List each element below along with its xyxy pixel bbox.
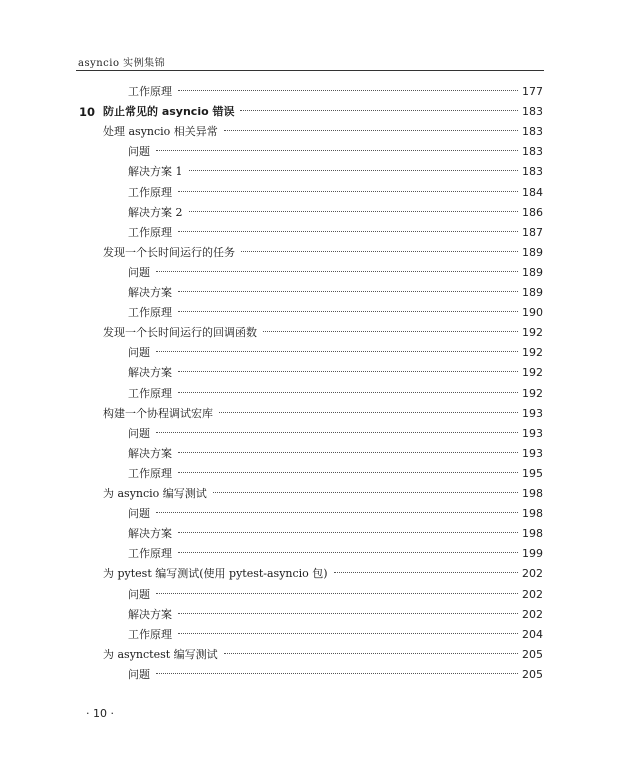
toc-entry [128, 263, 543, 283]
toc-subsection-row [0, 524, 620, 544]
toc-entry-title: 工作原理 [128, 627, 172, 641]
dot-leader [178, 613, 518, 614]
dot-leader [178, 191, 518, 192]
toc-subsection-row [0, 363, 620, 383]
dot-leader [178, 472, 518, 473]
page-number: · 10 · [86, 707, 114, 720]
dot-leader [219, 412, 518, 413]
chapter-number: 10 [79, 105, 96, 120]
toc-entry-title: 问题 [128, 667, 150, 681]
toc-entry [128, 343, 543, 363]
toc-entry [128, 464, 543, 484]
toc-entry-title: 构建一个协程调试宏库 [103, 406, 213, 420]
dot-leader [178, 532, 518, 533]
toc-entry-page: 187 [522, 225, 543, 239]
toc-entry-title: 解决方案 [128, 366, 172, 380]
toc-entry [128, 384, 543, 404]
dot-leader [156, 271, 518, 272]
dot-leader [213, 492, 518, 493]
toc-entry [128, 283, 543, 303]
toc-subsection-row [0, 544, 620, 564]
toc-entry [103, 645, 543, 665]
dot-leader [240, 110, 518, 111]
dot-leader [156, 351, 518, 352]
toc-entry [103, 564, 543, 584]
toc-entry [128, 223, 543, 243]
toc-entry [128, 665, 543, 685]
toc-entry-title: 工作原理 [128, 306, 172, 320]
toc-entry-page: 189 [522, 286, 543, 299]
dot-leader [241, 251, 518, 252]
toc-entry [128, 203, 543, 223]
toc-entry [128, 524, 543, 544]
dot-leader [178, 552, 518, 553]
toc-entry-page: 184 [522, 185, 543, 199]
toc-entry [128, 444, 543, 464]
toc-entry-page: 198 [522, 507, 543, 521]
toc-subsection-row [0, 625, 620, 645]
toc-entry-title: 解决方案 1 [128, 165, 183, 179]
toc-entry [103, 243, 543, 263]
toc-entry-title: 问题 [128, 265, 150, 279]
toc-entry-page: 177 [522, 85, 543, 98]
toc-chapter-row [0, 102, 620, 122]
toc-section-row [0, 404, 620, 424]
header-rule [76, 70, 544, 71]
toc-entry-page: 189 [522, 265, 543, 279]
toc-section-row [0, 323, 620, 343]
toc-subsection-row [0, 504, 620, 524]
toc-entry [128, 625, 543, 645]
toc-entry-page: 205 [522, 647, 543, 661]
toc-section-row [0, 564, 620, 584]
toc-entry-title: 解决方案 [128, 607, 172, 621]
toc-entry-page: 183 [522, 125, 543, 139]
toc-entry-title: 发现一个长时间运行的任务 [103, 245, 235, 259]
toc-entry-page: 186 [522, 205, 543, 219]
toc-subsection-row [0, 464, 620, 484]
toc-entry-title: 为 asynctest 编写测试 [103, 647, 218, 661]
dot-leader [178, 392, 518, 393]
running-header: asyncio 实例集锦 [78, 58, 166, 69]
toc-entry [128, 605, 543, 625]
toc-entry-page: 189 [522, 245, 543, 259]
toc-entry-page: 192 [522, 366, 543, 380]
toc-entry-title: 工作原理 [128, 386, 172, 400]
toc-entry-page: 192 [522, 326, 543, 340]
toc-entry-page: 183 [522, 105, 543, 119]
toc-entry-page: 202 [522, 587, 543, 601]
toc-entry-title: 为 pytest 编写测试(使用 pytest-asyncio 包) [103, 567, 328, 581]
dot-leader [178, 291, 518, 292]
toc-entry-title: 发现一个长时间运行的回调函数 [103, 326, 257, 340]
toc-entry-page: 199 [522, 547, 543, 561]
toc-entry-title: 解决方案 2 [128, 205, 183, 219]
toc-entry-title: 问题 [128, 507, 150, 521]
toc-section-row [0, 484, 620, 504]
dot-leader [156, 673, 518, 674]
toc-subsection-row [0, 283, 620, 303]
toc-entry-title: 工作原理 [128, 225, 172, 239]
toc-subsection-row [0, 605, 620, 625]
toc-entry-page: 202 [522, 567, 543, 581]
dot-leader [334, 572, 518, 573]
toc-entry-page: 190 [522, 306, 543, 320]
toc-entry-title: 问题 [128, 426, 150, 440]
toc-entry [128, 183, 543, 203]
toc-entry [128, 303, 543, 323]
toc-subsection-row [0, 665, 620, 685]
toc-entry-title: 问题 [128, 587, 150, 601]
toc-entry-page: 193 [522, 446, 543, 460]
toc-entry-title: 解决方案 [128, 527, 172, 541]
toc-subsection-row [0, 82, 620, 102]
toc-entry [128, 504, 543, 524]
toc-entry-title: 工作原理 [128, 185, 172, 199]
dot-leader [178, 311, 518, 312]
dot-leader [189, 211, 519, 212]
toc-subsection-row [0, 183, 620, 203]
toc-entry-title: 解决方案 [128, 286, 172, 299]
toc-entry-title: 处理 asyncio 相关异常 [103, 125, 218, 139]
dot-leader [224, 130, 518, 131]
toc-entry [103, 102, 543, 122]
dot-leader [224, 653, 518, 654]
toc-entry-page: 193 [522, 406, 543, 420]
toc-entry-page: 193 [522, 426, 543, 440]
toc-entry-title: 解决方案 [128, 446, 172, 460]
toc-entry [128, 544, 543, 564]
toc-entry-page: 204 [522, 627, 543, 641]
toc-entry-page: 183 [522, 145, 543, 159]
toc-subsection-row [0, 223, 620, 243]
toc-entry [128, 363, 543, 383]
toc-subsection-row [0, 444, 620, 464]
toc-entry [103, 404, 543, 424]
toc-subsection-row [0, 263, 620, 283]
toc-subsection-row [0, 142, 620, 162]
toc-entry-page: 198 [522, 487, 543, 500]
dot-leader [178, 452, 518, 453]
toc-subsection-row [0, 424, 620, 444]
toc-entry [128, 162, 543, 182]
toc-entry-page: 183 [522, 165, 543, 179]
toc-entry-title: 工作原理 [128, 466, 172, 480]
toc-section-row [0, 122, 620, 142]
toc-entry-page: 192 [522, 386, 543, 400]
dot-leader [178, 90, 518, 91]
dot-leader [189, 170, 519, 171]
toc-subsection-row [0, 303, 620, 323]
toc-entry-title: 防止常见的 asyncio 错误 [103, 105, 235, 119]
toc-entry-page: 202 [522, 607, 543, 621]
toc-entry-page: 198 [522, 527, 543, 541]
dot-leader [178, 633, 518, 634]
toc-subsection-row [0, 203, 620, 223]
toc-subsection-row [0, 384, 620, 404]
dot-leader [263, 331, 518, 332]
toc-entry [103, 122, 543, 142]
toc-subsection-row [0, 162, 620, 182]
toc-section-row [0, 645, 620, 665]
dot-leader [156, 432, 518, 433]
toc-entry [128, 424, 543, 444]
toc-entry [103, 484, 543, 504]
toc-entry-title: 工作原理 [128, 85, 172, 98]
toc-section-row [0, 243, 620, 263]
toc-entry [103, 323, 543, 343]
toc-entry-page: 192 [522, 346, 543, 360]
toc-entry [128, 82, 543, 102]
dot-leader [178, 371, 518, 372]
toc-entry-page: 205 [522, 667, 543, 681]
toc-entry-title: 为 asyncio 编写测试 [103, 487, 207, 500]
dot-leader [156, 150, 518, 151]
toc-entry-title: 工作原理 [128, 547, 172, 561]
toc-entry-title: 问题 [128, 145, 150, 159]
toc-entry [128, 585, 543, 605]
toc-entry [128, 142, 543, 162]
dot-leader [156, 512, 518, 513]
toc-entry-title: 问题 [128, 346, 150, 360]
toc-subsection-row [0, 343, 620, 363]
toc-subsection-row [0, 585, 620, 605]
toc-entry-page: 195 [522, 466, 543, 480]
dot-leader [178, 231, 518, 232]
dot-leader [156, 593, 518, 594]
